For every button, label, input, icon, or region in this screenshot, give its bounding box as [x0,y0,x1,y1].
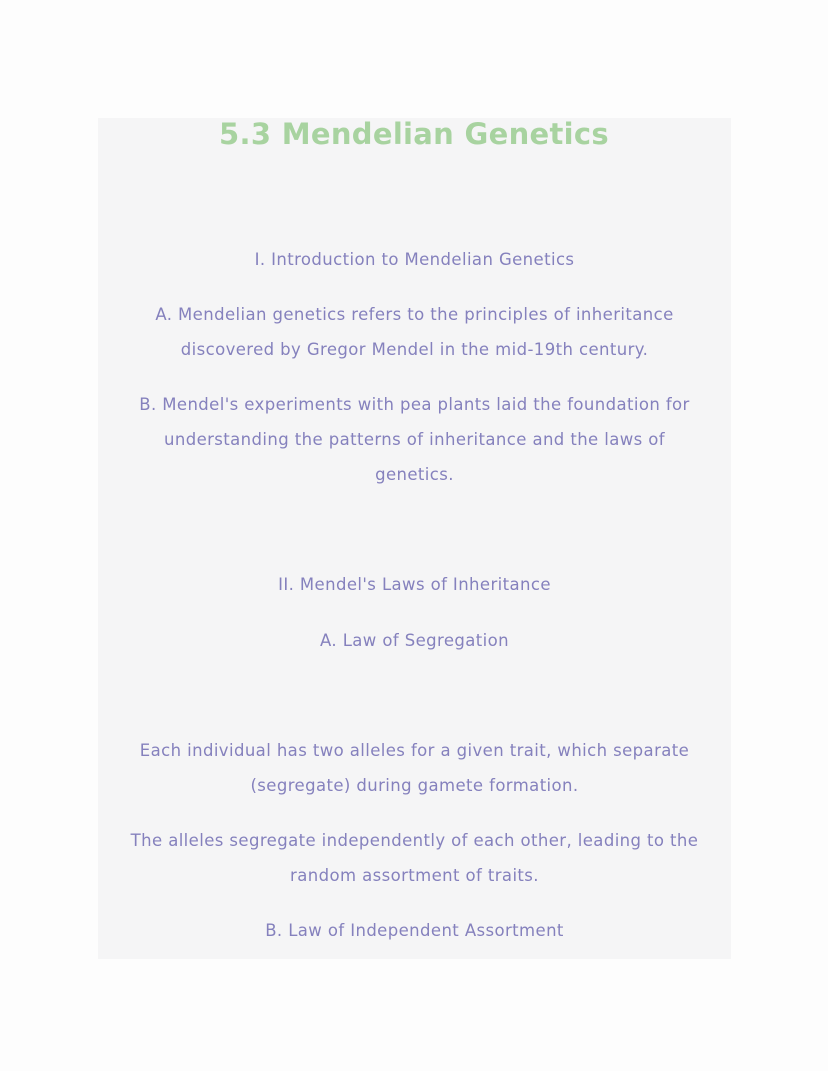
paragraph-1-line-2: (segregate) during gamete formation. [250,776,579,795]
page-title: 5.3 Mendelian Genetics [219,117,609,151]
point-a1-line-1: A. Mendelian genetics refers to the principles of inheritance [155,305,674,324]
point-a1-line-2: discovered by Gregor Mendel in the mid-19th century. [180,340,649,359]
point-b1-line-3: genetics. [375,465,454,484]
section-2-heading: II. Mendel's Laws of Inheritance [278,575,551,594]
point-b1-line-1: B. Mendel's experiments with pea plants laid the foundation for [139,395,690,414]
paragraph-1-line-1: Each individual has two alleles for a given trait, which separate [139,741,690,760]
point-b1-line-2: understanding the patterns of inheritance and the laws of [163,430,665,449]
law-of-segregation-heading: A. Law of Segregation [320,631,509,650]
law-of-independent-assortment-heading: B. Law of Independent Assortment [265,921,564,940]
section-1-heading: I. Introduction to Mendelian Genetics [254,250,575,269]
paragraph-2-line-2: random assortment of traits. [290,866,539,885]
paragraph-2-line-1: The alleles segregate independently of each other, leading to the [130,831,699,850]
